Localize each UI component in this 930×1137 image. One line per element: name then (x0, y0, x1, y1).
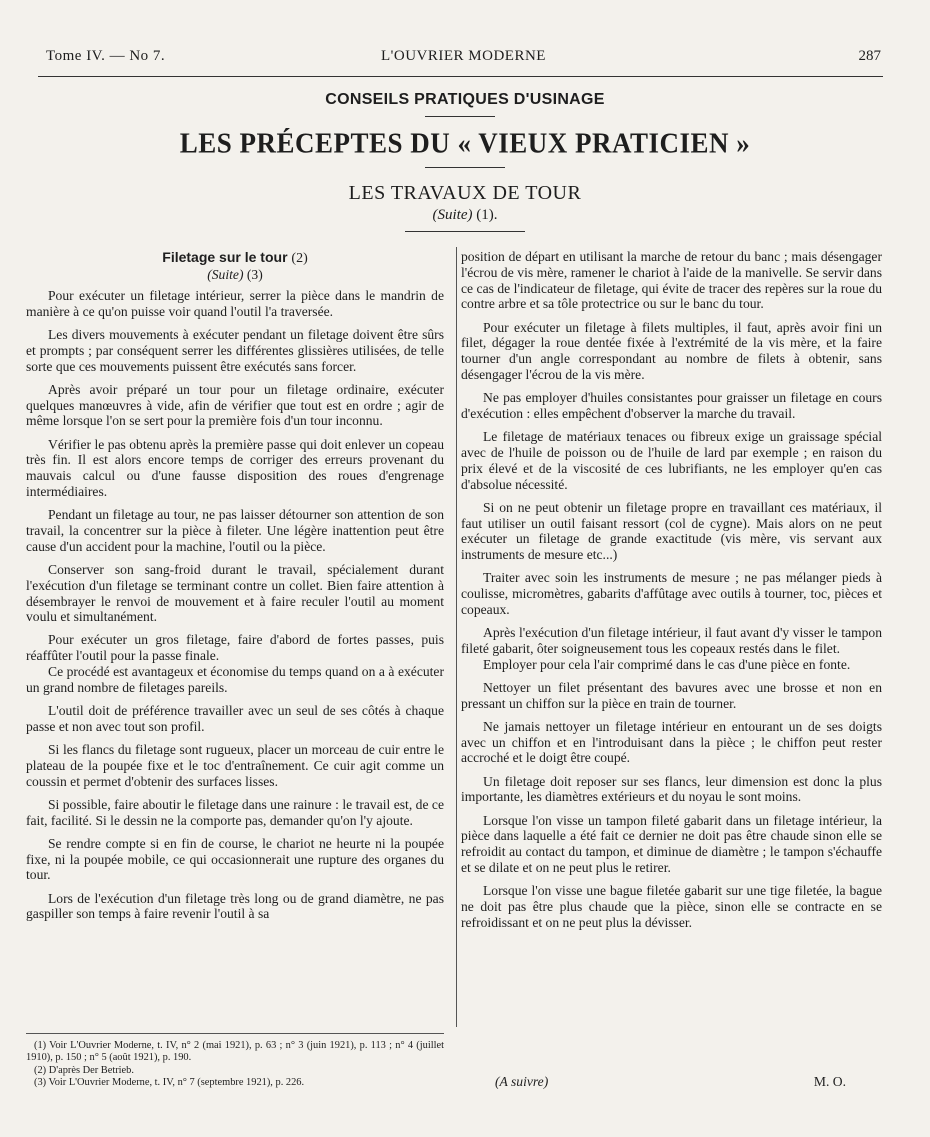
paragraph: Après l'exécution d'un filetage intérieur, il faut avant d'y visser le tampon fileté gabarit, ôter soigneusement tous les copeaux restés dans le filet. (461, 625, 882, 656)
paragraph: Nettoyer un filet présentant des bavures avec une brosse et non en pressant un chiffon sur la pièce en train de tourner. (461, 679, 882, 711)
column-divider (456, 247, 457, 1027)
tome-number: Tome IV. — No 7. (46, 48, 166, 64)
footnote: (2) D'après Der Betrieb. (34, 1064, 134, 1076)
paragraph: Ne pas employer d'huiles consistantes pour graisser un filetage en cours d'exécution : elles empêchent d'observer la marche du travail. (461, 390, 882, 421)
rubric-rule (425, 116, 495, 117)
paragraph: Pour exécuter un gros filetage, faire d'abord de fortes passes, puis réaffûter l'outil pour la passe finale. (26, 632, 444, 664)
paragraph: Lorsque l'on visse une bague filetée gabarit sur une tige filetée, la bague ne doit pas être plus chaude que la pièce, sinon elle se contracte en se refroidissant et on ne peut plus la dévisser. (461, 883, 882, 930)
paragraph: Pour exécuter un filetage intérieur, serrer la pièce dans le mandrin de manière à ce qu'on puisse voir quand l'outil l'a traversée. (26, 288, 444, 319)
suite-line (0, 207, 930, 224)
journal-name: L'OUVRIER MODERNE (381, 48, 546, 64)
paragraph: Les divers mouvements à exécuter pendant un filetage doivent être sûrs et prompts ; par conséquent serrer les différentes glissières utilisées, de telle sorte que ces mouvements puissent être exécutés sans forcer. (26, 326, 444, 374)
paragraph: Traiter avec soin les instruments de mesure ; ne pas mélanger pieds à coulisse, micromètres, gabarits d'affûtage avec outils à tourner, toc, pièces et copeaux. (461, 570, 882, 617)
author-initials: M. O. (813, 1074, 846, 1089)
subtitle-rule (405, 231, 525, 232)
footnotes (26, 1040, 444, 1090)
right-column (461, 249, 882, 938)
continued-label: (A suivre) (495, 1074, 549, 1089)
section-title (26, 249, 444, 267)
section-suite-label: (Suite) (207, 267, 244, 282)
paragraph: Si possible, faire aboutir le filetage dans une rainure : le travail est, de ce fait, facilité. Si le dessin ne la comporte pas, demander qu'on l'y ajoute. (26, 796, 444, 828)
signoff (461, 1074, 882, 1090)
paragraph: Lors de l'exécution d'un filetage très long ou de grand diamètre, ne pas gaspiller son temps à faire revenir l'outil à sa (26, 890, 444, 922)
section-suite (26, 267, 444, 283)
section-suite-note: (3) (246, 267, 263, 282)
left-column (26, 249, 444, 930)
rubric-heading: CONSEILS PRATIQUES D'USINAGE (325, 91, 605, 108)
paragraph: Si on ne peut obtenir un filetage propre en travaillant ces matériaux, il faut utiliser un outil faisant ressort (col de cygne). Mais alors on ne peut exécuter un filetage de grande exactitude (vis mère, vis servant aux instruments de mesure etc...) (461, 499, 882, 563)
paragraph: Ne jamais nettoyer un filetage intérieur en entourant un de ses doigts avec un chiffon et en l'introduisant dans la pièce ; le chiffon peut rester accroché et le doigt être coupé. (461, 718, 882, 766)
article-title: LES PRÉCEPTES DU « VIEUX PRATICIEN » (179, 127, 751, 159)
paragraph: Employer pour cela l'air comprimé dans le cas d'une pièce en fonte. (483, 656, 851, 672)
footnote: (1) Voir L'Ouvrier Moderne, t. IV, n° 2 (mai 1921), p. 63 ; n° 3 (juin 1921), p. 113 ; n° 4 (juillet 1910), p. 150 ; n° 5 (août 1921), p. 190. (26, 1040, 444, 1064)
paragraph: position de départ en utilisant la marche de retour du banc ; mais désengager l'écrou de vis mère, ramener le chariot à l'aide de la manivelle. Se servir dans ce cas de l'indicateur de filetage, qui évite de tracer des repères sur la roue du contre arbre et sa tôle protectrice ou sur le banc du tour. (461, 249, 882, 312)
paragraph: Vérifier le pas obtenu après la première passe qui doit enlever un copeau très fin. Il est alors encore temps de corriger des erreurs provenant du mauvais calcul ou d'une fausse disposition des roues d'engrenage intermédiaires. (26, 436, 444, 499)
footnote-rule (26, 1033, 444, 1034)
header-rule (38, 76, 883, 77)
paragraph: L'outil doit de préférence travailler avec un seul de ses côtés à chaque passe et non avec tout son profil. (26, 703, 444, 734)
title-rule (425, 167, 505, 168)
footnote: (3) Voir L'Ouvrier Moderne, t. IV, n° 7 (septembre 1921), p. 226. (34, 1077, 305, 1089)
suite-footnote-ref: (1). (476, 207, 498, 223)
paragraph: Après avoir préparé un tour pour un filetage ordinaire, exécuter quelques manœuvres à vide, afin de vérifier que tout est en ordre ; agir de même lorsque l'on se sert pour la première fois d'un tour inconnu. (26, 381, 444, 429)
running-head (46, 48, 881, 70)
section-title-text: Filetage sur le tour (162, 249, 288, 265)
section-title-note: (2) (291, 251, 308, 266)
paragraph: Le filetage de matériaux tenaces ou fibreux exige un graissage spécial avec de l'huile de poisson ou de l'huile de lard par exemple ; en raison du prix élevé et de la viscosité de ces lubrifiants, ne les employer qu'en cas d'absolue nécessité. (461, 429, 882, 492)
paragraph: Ce procédé est avantageux et économise du temps quand on a à exécuter un grand nombre de filetages pareils. (26, 664, 444, 695)
paragraph: Conserver son sang-froid durant le travail, spécialement durant l'exécution d'un filetage se terminant contre un collet. Bien faire attention à désembrayer le renvoi de mouvement et à faire reculer l'outil au moment voulu et simultanément. (26, 561, 444, 625)
paragraph: Un filetage doit reposer sur ses flancs, leur dimension est donc la plus importante, les diamètres extérieurs et du noyau le sont moins. (461, 773, 882, 805)
paragraph: Si les flancs du filetage sont rugueux, placer un morceau de cuir entre le plateau de la poupée fixe et le toc d'entraînement. Ce cuir agit comme un coussin et permet d'obtenir des surfaces lisses. (26, 742, 444, 789)
paragraph: Se rendre compte si en fin de course, le chariot ne heurte ni la poupée fixe, ni la poupée mobile, ce qui occasionnerait une rupture des organes du tour. (26, 835, 444, 883)
paragraph: Pendant un filetage au tour, ne pas laisser détourner son attention de son travail, la concentrer sur la pièce à fileter. Une légère inattention peut être cause d'un accident pour la machine, l'outil ou la pièce. (26, 507, 444, 554)
page-number: 287 (858, 48, 881, 64)
article-subtitle: LES TRAVAUX DE TOUR (348, 182, 582, 204)
suite-label: (Suite) (432, 207, 473, 223)
paragraph: Pour exécuter un filetage à filets multiples, il faut, après avoir fini un filet, dégager la roue dentée fixée à l'extrémité de la vis mère, et la faire tourner d'un angle correspondant au nombre de filets à obtenir, sans désengager l'écrou de la vis mère. (461, 319, 882, 382)
paragraph: Lorsque l'on visse un tampon fileté gabarit dans un filetage intérieur, la pièce dans laquelle a été fait ce dernier ne doit pas être chaude sinon elle se refroidit au contact du tampon, et diminue de diamètre ; le tampon s'échauffe et se dilate et on ne peut plus le retirer. (461, 812, 882, 875)
